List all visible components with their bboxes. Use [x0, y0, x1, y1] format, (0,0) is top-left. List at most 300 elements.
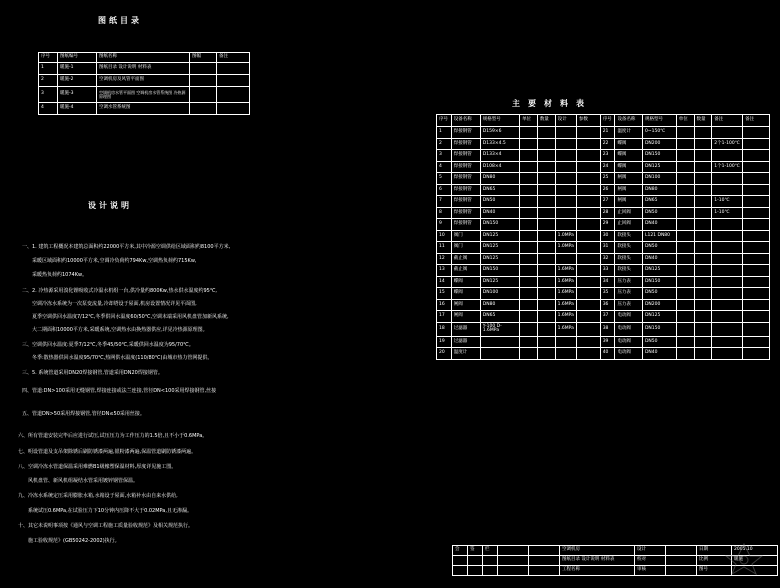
cell: 16 [437, 299, 452, 311]
design-notes-title: 设计说明 [88, 201, 132, 210]
cell [743, 242, 770, 254]
cell [712, 288, 743, 300]
cell [217, 75, 250, 87]
note-line: 六、所有管道安装完毕后应进行试压,试压压力为工作压力的1.5倍,且不小于0.6MPa。 [18, 433, 208, 439]
header-cell: 备注 [743, 115, 770, 127]
cell: 空调机房 [560, 546, 635, 556]
cell [743, 127, 770, 139]
cell [576, 348, 600, 360]
cell [537, 299, 555, 311]
cell: 26 [600, 184, 615, 196]
cell [520, 138, 538, 150]
cell [694, 127, 712, 139]
cell: 暖施-4 [58, 103, 97, 115]
cell: DN40 [642, 219, 676, 231]
table-row [437, 138, 770, 150]
cell [694, 161, 712, 173]
cell [555, 207, 576, 219]
cell [576, 219, 600, 231]
cell: 8 [437, 207, 452, 219]
cell [743, 196, 770, 208]
cell [537, 219, 555, 231]
cell [676, 230, 694, 242]
cell [480, 348, 519, 360]
cell: 20 [437, 348, 452, 360]
cell [537, 173, 555, 185]
cell: DN40 [642, 253, 676, 265]
cell: 10 [437, 230, 452, 242]
cell: 图号 [697, 566, 732, 576]
table-row [39, 75, 250, 87]
cell [743, 348, 770, 360]
cell: 1-10℃ [712, 196, 743, 208]
cell [712, 348, 743, 360]
cell [676, 173, 694, 185]
cell: 蝶阀 [451, 276, 480, 288]
note-line: 五、管道DN>50采用焊接钢管,管径DN≤50采用丝接。 [22, 411, 145, 417]
cell: DN150 [642, 276, 676, 288]
cell: 2005.10 [732, 546, 778, 556]
cell [529, 556, 560, 566]
cell: 9 [437, 219, 452, 231]
cell [520, 219, 538, 231]
cell [537, 161, 555, 173]
cell [576, 288, 600, 300]
cell: 1.6MPa [555, 265, 576, 277]
cell [712, 230, 743, 242]
cell: DN125 [642, 161, 676, 173]
cell [576, 322, 600, 336]
cell: 14 [437, 276, 452, 288]
cell [743, 336, 770, 348]
cell [694, 253, 712, 265]
cell: 止回阀 [615, 219, 643, 231]
cell [520, 265, 538, 277]
cell [712, 184, 743, 196]
cell: 蝶阀 [615, 138, 643, 150]
table-header-row [437, 115, 770, 127]
cell [676, 299, 694, 311]
cell [743, 265, 770, 277]
cell [520, 207, 538, 219]
note-line: 七、明设管道及支吊架除锈后刷防锈漆两遍,银粉漆两遍,保温管道刷防锈漆两遍。 [18, 449, 197, 455]
cell [743, 150, 770, 162]
cell: 40 [600, 348, 615, 360]
cell [555, 173, 576, 185]
cell [694, 184, 712, 196]
cell: 软接头 [615, 242, 643, 254]
cell: D133×4 [480, 150, 519, 162]
materials-table [436, 114, 770, 366]
cell [520, 173, 538, 185]
cell [217, 63, 250, 75]
table-row [437, 311, 770, 323]
cell: 0~150℃ [642, 127, 676, 139]
table-row [437, 127, 770, 139]
table-row [39, 103, 250, 115]
cell: 2 [39, 75, 58, 87]
cell [743, 322, 770, 336]
cell [694, 311, 712, 323]
header-cell: 备注 [712, 115, 743, 127]
cell [555, 336, 576, 348]
header-cell: 设计 [555, 115, 576, 127]
cell: 压力表 [615, 299, 643, 311]
cell [576, 127, 600, 139]
header-cell: 序号 [437, 115, 452, 127]
cell [468, 556, 483, 566]
cell: 12 [437, 253, 452, 265]
header-cell: 序号 [600, 115, 615, 127]
header-cell: 图纸编号 [58, 53, 97, 63]
note-line: 九、冷冻水系统定压采用膨胀水箱,水箱设于屋面,水箱补水由自来水供给, [18, 493, 178, 499]
cell: 32 [600, 253, 615, 265]
cell: 校对 [635, 556, 666, 566]
cell [520, 348, 538, 360]
cell [712, 311, 743, 323]
cell [480, 336, 519, 348]
cell: 1 [39, 63, 58, 75]
cell: 截止阀 [451, 253, 480, 265]
cell: DN100 [480, 288, 519, 300]
cell: 蝶阀 [615, 150, 643, 162]
cell [520, 276, 538, 288]
cell: 4 [39, 103, 58, 115]
cell [743, 173, 770, 185]
cell [520, 322, 538, 336]
note-line: 采暖热负荷约1074Kw。 [32, 272, 88, 278]
note-line: 风机盘管、新风机组凝结水管采用镀锌钢管保温。 [28, 478, 139, 484]
cell [712, 127, 743, 139]
cell [555, 138, 576, 150]
cell: 33 [600, 265, 615, 277]
cell: 30 [600, 230, 615, 242]
cell [676, 242, 694, 254]
cell [537, 322, 555, 336]
cell [529, 546, 560, 556]
cell: 闸阀 [451, 311, 480, 323]
cell [676, 127, 694, 139]
note-line: 大二期面积10000平方米,采暖系统,空调热水由换热器供应,详见冷热源原理图。 [32, 327, 208, 333]
cell [676, 150, 694, 162]
cell [694, 348, 712, 360]
table-row [437, 253, 770, 265]
cell [190, 75, 217, 87]
table-row [437, 242, 770, 254]
cell: 会 [453, 546, 468, 556]
header-cell: 序号 [39, 53, 58, 63]
cell [576, 207, 600, 219]
cell [676, 336, 694, 348]
cell [555, 161, 576, 173]
cell [712, 253, 743, 265]
cell: 阀门 [451, 242, 480, 254]
cell [520, 150, 538, 162]
cell: 焊接钢管 [451, 127, 480, 139]
cell: 蝶阀 [615, 161, 643, 173]
cell: 闸阀 [451, 299, 480, 311]
cell [453, 556, 468, 566]
table-row [437, 265, 770, 277]
cell: 34 [600, 276, 615, 288]
cell: 5 [437, 173, 452, 185]
cell: DN40 [642, 348, 676, 360]
cell: DN125 [480, 276, 519, 288]
cell [555, 184, 576, 196]
cell [537, 207, 555, 219]
cell [743, 161, 770, 173]
cell: 闸阀 [615, 184, 643, 196]
cell [576, 299, 600, 311]
cell [555, 196, 576, 208]
watermark-logo-icon [724, 542, 764, 576]
cell: 3 [437, 150, 452, 162]
cell: 36 [600, 299, 615, 311]
table-row [437, 161, 770, 173]
cell [537, 265, 555, 277]
cell [676, 138, 694, 150]
header-cell: 图纸名称 [97, 53, 190, 63]
cell: 软接头 [615, 253, 643, 265]
cell: 7 [437, 196, 452, 208]
cell: DN150 [642, 322, 676, 336]
cell [217, 87, 250, 103]
cell [743, 219, 770, 231]
cell [676, 311, 694, 323]
cell: 24 [600, 161, 615, 173]
cell [576, 173, 600, 185]
cell [743, 138, 770, 150]
cell: DN50 [642, 207, 676, 219]
note-line: 八、空调冷冻水管道保温采用难燃B1级橡塑保温材料,厚度详见施工图。 [18, 464, 177, 470]
cell [712, 299, 743, 311]
cell: 焊接钢管 [451, 173, 480, 185]
cell [520, 230, 538, 242]
drawing-list-title: 图纸目录 [98, 16, 142, 25]
cell [537, 230, 555, 242]
cell [743, 184, 770, 196]
cell: 焊接钢管 [451, 219, 480, 231]
cell [676, 161, 694, 173]
cell: 图纸目录 设计说明 材料表 [97, 63, 190, 75]
cell [743, 207, 770, 219]
cell [190, 63, 217, 75]
cell [537, 336, 555, 348]
note-line: 冬季:散热器供回水温度95/70℃,热网供水温度(110/80℃)由城市热力管网提供。 [32, 355, 213, 361]
table-row [437, 276, 770, 288]
header-cell: 规格型号 [480, 115, 519, 127]
table-row [437, 150, 770, 162]
cell: 1.6MPa [555, 288, 576, 300]
cell: 23 [600, 150, 615, 162]
cell [498, 556, 529, 566]
cell: 阀门 [451, 230, 480, 242]
cell [694, 265, 712, 277]
cell [520, 127, 538, 139]
note-line: 空调冷冻水系统为一次泵变流量,冷却塔设于屋面,机房设置情况详见平面图, [32, 301, 197, 307]
cell: 1.6MPa [555, 299, 576, 311]
cell: 2 [437, 138, 452, 150]
cell: DN50 [642, 336, 676, 348]
header-cell: 数量 [694, 115, 712, 127]
cell [576, 265, 600, 277]
cell: 蝶阀 [451, 288, 480, 300]
cell: DN65 [480, 311, 519, 323]
cell [576, 276, 600, 288]
cell [453, 566, 468, 576]
cell: 3 [39, 87, 58, 103]
materials-grid [436, 114, 770, 360]
cell: 止回阀 [615, 207, 643, 219]
cell [520, 161, 538, 173]
cell: 焊接钢管 [451, 184, 480, 196]
cell: Y-100 D-1.6MPa [480, 322, 519, 336]
cell [217, 103, 250, 115]
cell [666, 546, 697, 556]
cell [743, 253, 770, 265]
cell: DN80 [642, 184, 676, 196]
cell: 焊接钢管 [451, 196, 480, 208]
cell: 比例 [697, 556, 732, 566]
cell: DN80 [480, 299, 519, 311]
table-row [437, 299, 770, 311]
note-line: 采暖区域面积约10000平方米,空调冷负荷约794Kw,空调热负荷约715Kw, [32, 258, 197, 264]
cell: 签 [468, 546, 483, 556]
cell: DN65 [480, 184, 519, 196]
cell [676, 196, 694, 208]
cell: 1.0MPa [555, 242, 576, 254]
cell: 1个1-100℃ [712, 161, 743, 173]
cell: DN125 [480, 230, 519, 242]
note-line: 一、1. 建筑工程概况本建筑总面积约22000平方米,其中冷源空调供给区域面积约8100平方米, [22, 244, 231, 250]
cell: 截止阀 [451, 265, 480, 277]
cell [694, 207, 712, 219]
note-line: 夏季空调供回水温度7/12℃,冬季供回水温度60/50℃,空调末端采用风机盘管加新风系统, [32, 314, 229, 320]
cell [676, 253, 694, 265]
cell: 电动阀 [615, 322, 643, 336]
cell [694, 138, 712, 150]
note-line: 十、其它未说明事项按《通风与空调工程施工质量验收规范》及相关规范执行。 [18, 523, 194, 529]
cell [555, 348, 576, 360]
cell [694, 322, 712, 336]
note-line: 系统试压0.6MPa,在试验压力下10分钟内压降不大于0.02MPa,且无渗漏。 [28, 508, 192, 514]
cell [576, 196, 600, 208]
cell [694, 299, 712, 311]
cell [576, 161, 600, 173]
cell: 29 [600, 219, 615, 231]
cell: 温度计 [451, 348, 480, 360]
cell: 电动阀 [615, 348, 643, 360]
cell [190, 103, 217, 115]
cell: D159×6 [480, 127, 519, 139]
cell: 暖施-3 [58, 87, 97, 103]
cell: 日期 [697, 546, 732, 556]
cell: 1-10℃ [712, 207, 743, 219]
cell [694, 173, 712, 185]
note-line: 三、5. 系统管道采用DN20焊接钢管,管道采用DN20焊接钢管。 [22, 370, 163, 376]
cell [576, 138, 600, 150]
cell [576, 253, 600, 265]
cell [743, 276, 770, 288]
cell [694, 276, 712, 288]
note-line: 四、管道:DN>100采用无缝钢管,焊接连接或法兰连接,管径DN<100采用焊接钢管,丝接 [22, 388, 217, 394]
cell: DN100 [642, 173, 676, 185]
cell: 焊接钢管 [451, 138, 480, 150]
cell: 31 [600, 242, 615, 254]
cell [555, 219, 576, 231]
cell: 电动阀 [615, 336, 643, 348]
cell [537, 276, 555, 288]
cell: 空调机房水管平面图 空调机房水管系统图 冷热源原理图 [97, 87, 190, 103]
table-row [39, 53, 250, 63]
cell: 栏 [483, 546, 498, 556]
cell: 2个1-100℃ [712, 138, 743, 150]
materials-title: 主要材料表 [512, 99, 592, 108]
cell [712, 242, 743, 254]
cell [537, 138, 555, 150]
note-line: 三、空调供回水温度:夏季7/12℃,冬季45/50℃,采暖供回水温度为95/70℃。 [22, 342, 194, 348]
cell: 19 [437, 336, 452, 348]
cell: 39 [600, 336, 615, 348]
cell: DN50 [642, 288, 676, 300]
table-row [437, 207, 770, 219]
cell [520, 288, 538, 300]
table-row [437, 219, 770, 231]
cell: 11 [437, 242, 452, 254]
cell: 21 [600, 127, 615, 139]
cell [676, 276, 694, 288]
table-row [437, 184, 770, 196]
cell [498, 546, 529, 556]
cell [743, 311, 770, 323]
cell: DN150 [642, 150, 676, 162]
cell: DN125 [480, 242, 519, 254]
cell: 22 [600, 138, 615, 150]
table-row [437, 322, 770, 336]
cell [537, 348, 555, 360]
cell [537, 184, 555, 196]
cell: 空调机房及风管平面图 [97, 75, 190, 87]
cell [576, 242, 600, 254]
cell [576, 230, 600, 242]
header-cell: 设备名称 [615, 115, 643, 127]
cell [712, 322, 743, 336]
cell: 过滤器 [451, 322, 480, 336]
table-row [437, 348, 770, 360]
cell: 焊接钢管 [451, 150, 480, 162]
cell [520, 336, 538, 348]
cell [537, 253, 555, 265]
table-row [437, 173, 770, 185]
cell: 28 [600, 207, 615, 219]
cell [498, 566, 529, 576]
cell [694, 336, 712, 348]
cell: 软接头 [615, 230, 643, 242]
cell [520, 242, 538, 254]
cell [676, 184, 694, 196]
cell [483, 566, 498, 576]
cell [520, 311, 538, 323]
cell [676, 265, 694, 277]
cell [537, 150, 555, 162]
cell: 温度计 [615, 127, 643, 139]
cell: DN50 [642, 242, 676, 254]
cell: 焊接钢管 [451, 207, 480, 219]
cell: 闸阀 [615, 196, 643, 208]
cell [537, 127, 555, 139]
cell [676, 219, 694, 231]
cell: 1.6MPa [555, 322, 576, 336]
